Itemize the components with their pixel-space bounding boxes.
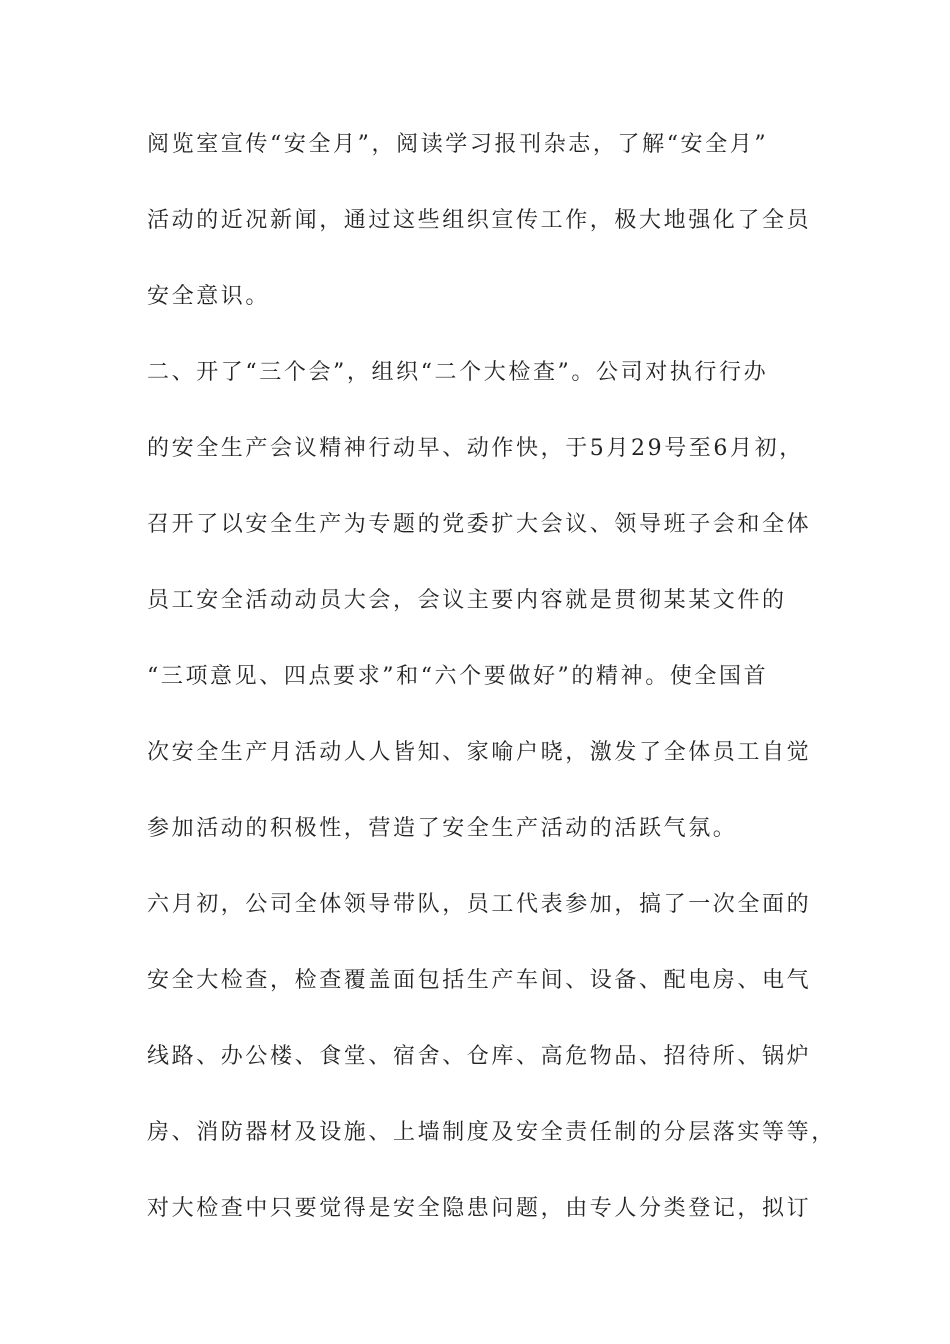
text-line-2: 活动的近况新闻，通过这些组织宣传工作，极大地强化了全员	[147, 208, 812, 233]
text-line-15: 对大检查中只要觉得是安全隐患问题，由专人分类登记，拟订	[147, 1196, 812, 1221]
text-line-5: 的安全生产会议精神行动早、动作快，于5月29号至6月初，	[147, 436, 804, 461]
text-line-3: 安全意识。	[147, 284, 271, 309]
body-text	[147, 127, 836, 1267]
text-line-8: “三项意见、四点要求”和“六个要做好”的精神。使全国首	[147, 664, 769, 689]
text-line-13: 线路、办公楼、食堂、宿舍、仓库、高危物品、招待所、锅炉	[147, 1044, 812, 1069]
text-line-9: 次安全生产月活动人人皆知、家喻户晓，激发了全体员工自觉	[147, 740, 812, 765]
text-line-10: 参加活动的积极性，营造了安全生产活动的活跃气氛。	[147, 816, 738, 841]
text-line-4: 二、开了“三个会”，组织“二个大检查”。公司对执行行办	[147, 360, 769, 385]
text-line-7: 员工安全活动动员大会，会议主要内容就是贯彻某某文件的	[147, 588, 787, 613]
text-line-1: 阅览室宣传“安全月”，阅读学习报刊杂志，了解“安全月”	[147, 132, 769, 157]
text-line-11: 六月初，公司全体领导带队，员工代表参加，搞了一次全面的	[147, 892, 812, 917]
text-line-6: 召开了以安全生产为专题的党委扩大会议、领导班子会和全体	[147, 512, 812, 537]
text-line-14: 房、消防器材及设施、上墙制度及安全责任制的分层落实等等，	[147, 1120, 836, 1145]
text-line-12: 安全大检查，检查覆盖面包括生产车间、设备、配电房、电气	[147, 968, 812, 993]
